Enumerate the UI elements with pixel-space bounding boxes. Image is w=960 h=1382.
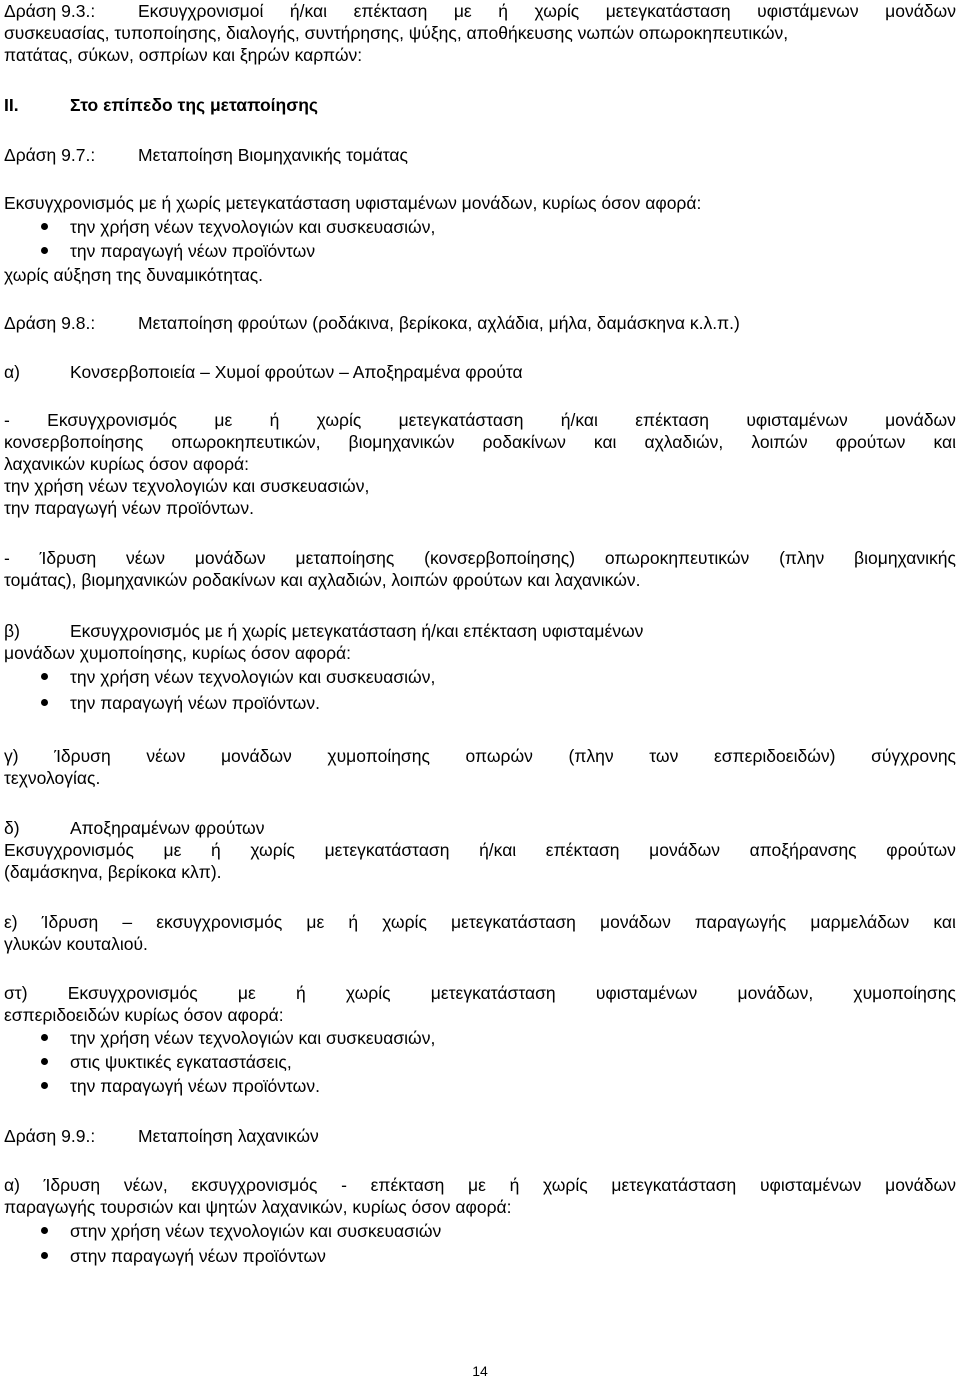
bullet-icon [40,1027,50,1037]
bullet-icon [40,666,50,676]
word: επέκταση [635,410,709,430]
word: οπωρών [465,746,533,766]
action-title: Μεταποίηση Βιομηχανικής τομάτας [138,145,408,165]
word: μονάδων [885,1,956,21]
paragraph-line: Εκσυγχρονισμός με ή χωρίς μετεγκατάσταση υφισταμένων μονάδων, κυρίως όσον αφορά: [4,193,702,213]
item-label: β) [4,621,20,641]
word: ή [295,983,306,1003]
word: μετεγκατάσταση [398,410,524,430]
word: χωρίς [250,840,295,860]
bullet-item: στην παραγωγή νέων προϊόντων [70,1246,326,1266]
item-title: Κονσερβοποιεία – Χυμοί φρούτων – Αποξηραμένα φρούτα [70,362,523,382]
word: επέκταση [370,1175,445,1195]
bullet-icon [40,1075,50,1085]
word: Εκσυγχρονισμός [4,840,134,860]
word: - [341,1175,347,1195]
word: των [649,746,679,766]
paragraph-line: πατάτας, σύκων, οσπρίων και ξηρών καρπών: [4,45,363,65]
word: μονάδων [885,1175,956,1195]
paragraph-line: εσπεριδοειδών κυρίως όσον αφορά: [4,1005,284,1025]
word: Ίδρυση [41,912,99,932]
paragraph-line: γλυκών κουταλιού. [4,934,148,954]
word: ή/και [479,840,517,860]
action-label: Δράση 9.9.: [4,1126,96,1146]
page-number: 14 [472,1363,488,1379]
word: (πλην [779,548,825,568]
word: ή [509,1175,520,1195]
word: νέων [126,548,165,568]
word: – [122,912,133,932]
word: εκσυγχρονισμός [156,912,283,932]
bullet-icon [40,692,50,702]
word: μεταποίησης [295,548,395,568]
word: χυμοποίησης [327,746,430,766]
bullet-item: στην χρήση νέων τεχνολογιών και συσκευασιών [70,1221,442,1241]
word: ε) [4,912,18,932]
word: βιομηχανικής [854,548,956,568]
action-label: Δράση 9.7.: [4,145,96,165]
bullet-item: στις ψυκτικές εγκαταστάσεις, [70,1052,292,1072]
action-title: Μεταποίηση λαχανικών [138,1126,319,1146]
word: (κονσερβοποίησης) [424,548,576,568]
item-label: δ) [4,818,20,838]
word: υφισταμένων [746,410,848,430]
word: Ίδρυση [39,548,97,568]
word: εκσυγχρονισμός [191,1175,318,1195]
word: υφιστάμενων [757,1,859,21]
action-label: Δράση 9.8.: [4,313,96,333]
paragraph-line [4,409,956,431]
word: γ) [4,746,19,766]
word: υφισταμένων [759,1175,862,1195]
word: μετεγκατάσταση [450,912,576,932]
bullet-item: την παραγωγή νέων προϊόντων. [70,693,320,713]
word: μετεγκατάσταση [324,840,450,860]
paragraph-line [4,911,956,933]
bullet-icon [40,240,50,250]
word: Εκσυγχρονισμοί [138,1,264,21]
word: - [4,410,10,430]
word: αχλαδιών, [644,432,724,452]
word: βιομηχανικών [348,432,455,452]
bullet-item: την χρήση νέων τεχνολογιών και συσκευασιών, [70,667,436,687]
word: ή/και [289,1,328,21]
word: νέων [146,746,186,766]
bullet-icon [40,1245,50,1255]
word: μονάδων [220,746,292,766]
word: χυμοποίησης [853,983,956,1003]
paragraph-line: λαχανικών κυρίως όσον αφορά: [4,454,250,474]
word: υφισταμένων [595,983,698,1003]
paragraph-line: παραγωγής τουρσιών και ψητών λαχανικών, κυρίως όσον αφορά: [4,1197,512,1217]
word: παραγωγής [694,912,787,932]
word: χωρίς [316,410,362,430]
word: μετεγκατάσταση [611,1175,737,1195]
item-label: α) [4,362,20,382]
paragraph-line: χωρίς αύξηση της δυναμικότητας. [4,265,264,285]
word: χωρίς [543,1175,588,1195]
word: και [593,432,617,452]
paragraph-line: μονάδων χυμοποίησης, κυρίως όσον αφορά: [4,643,352,663]
word: (πλην [568,746,614,766]
word: μονάδων [194,548,266,568]
word: και [933,912,956,932]
word: στ) [4,983,28,1003]
word: με [306,912,325,932]
bullet-icon [40,1220,50,1230]
paragraph-line [4,982,956,1004]
word: Ίδρυση [43,1175,101,1195]
word: λοιπών [751,432,808,452]
word: - [4,548,10,568]
section-title: Στο επίπεδο της μεταποίησης [70,95,318,115]
paragraph-line [4,547,956,569]
word: μαρμελάδων [810,912,910,932]
word: Ίδρυση [54,746,111,766]
paragraph-line: συσκευασίας, τυποποίησης, διαλογής, συντήρησης, ψύξης, αποθήκευσης νωπών οπωροκηπευτικών, [4,23,789,43]
section-number: ΙΙ. [4,95,19,115]
word: χωρίς [534,1,580,21]
paragraph-line: τεχνολογίας. [4,768,101,788]
word: και [933,432,956,452]
word: ροδακίνων [482,432,566,452]
paragraph-line: Εκσυγχρονισμός με ή χωρίς μετεγκατάσταση ή/και επέκταση υφισταμένων [70,621,644,641]
word: ή [269,410,280,430]
word: οπωροκηπευτικών, [171,432,321,452]
word: με [163,840,182,860]
word: νέων, [123,1175,168,1195]
action-label: Δράση 9.3.: [4,1,96,21]
word: α) [4,1175,20,1195]
word: αποξήρανσης [749,840,857,860]
paragraph-line [4,1174,956,1196]
word: φρούτων [835,432,906,452]
word: μονάδων, [737,983,814,1003]
word: κονσερβοποίησης [4,432,144,452]
word: με [214,410,233,430]
bullet-icon [40,216,50,226]
word: μετεγκατάσταση [430,983,556,1003]
action-title: Μεταποίηση φρούτων (ροδάκινα, βερίκοκα, αχλάδια, μήλα, δαμάσκηνα κ.λ.π.) [138,313,740,333]
word: χωρίς [345,983,391,1003]
paragraph-line [4,839,956,861]
paragraph-line: την παραγωγή νέων προϊόντων. [4,498,254,518]
word: με [468,1175,486,1195]
word: μονάδων [600,912,671,932]
word: οπωροκηπευτικών [604,548,750,568]
paragraph-line: (δαμάσκηνα, βερίκοκα κλπ). [4,862,222,882]
word: χωρίς [382,912,427,932]
bullet-item: την παραγωγή νέων προϊόντων [70,241,316,261]
word: με [453,1,472,21]
word: εσπεριδοειδών) [713,746,836,766]
word: φρούτων [886,840,956,860]
word: μονάδων [885,410,956,430]
word: με [237,983,256,1003]
bullet-item: την χρήση νέων τεχνολογιών και συσκευασιών, [70,217,436,237]
word: Εκσυγχρονισμός [47,410,178,430]
word: ή [348,912,359,932]
bullet-item: την παραγωγή νέων προϊόντων. [70,1076,320,1096]
word: ή/και [560,410,598,430]
word: μονάδων [649,840,720,860]
paragraph-line: τομάτας), βιομηχανικών ροδακίνων και αχλαδιών, λοιπών φρούτων και λαχανικών. [4,570,641,590]
word: σύγχρονης [871,746,956,766]
item-title: Αποξηραμένων φρούτων [70,818,265,838]
paragraph-line [4,431,956,453]
bullet-icon [40,1051,50,1061]
paragraph-line [138,0,956,22]
word: επέκταση [545,840,620,860]
paragraph-line [4,745,956,767]
word: Εκσυγχρονισμός [67,983,198,1003]
paragraph-line: την χρήση νέων τεχνολογιών και συσκευασιών, [4,476,370,496]
word: ή [210,840,221,860]
word: μετεγκατάσταση [605,1,731,21]
bullet-item: την χρήση νέων τεχνολογιών και συσκευασιών, [70,1028,436,1048]
word: ή [498,1,508,21]
word: επέκταση [353,1,428,21]
